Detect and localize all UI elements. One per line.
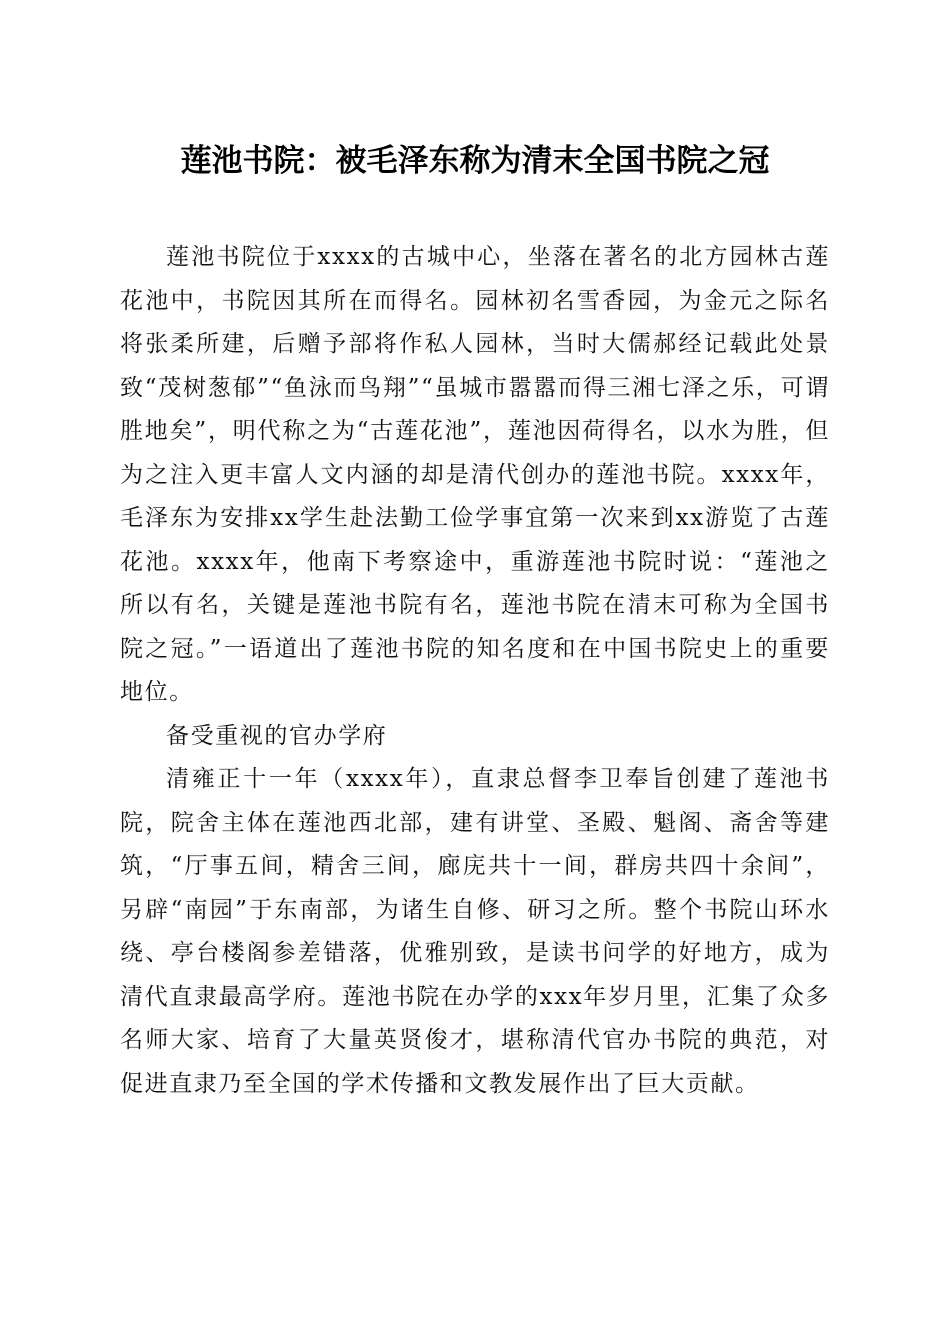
document-body — [120, 236, 830, 1106]
section-heading: 备受重视的官办学府 — [166, 722, 388, 749]
document-title: 莲池书院：被毛泽东称为清末全国书院之冠 — [180, 143, 770, 179]
section-paragraph: 清雍正十一年（xxxx年），直隶总督李卫奉旨创建了莲池书院，院舍主体在莲池西北部，建有讲堂、圣殿、魁阁、斋舍等建筑，“厅事五间，精舍三间，廊庑共十一间，群房共四十余间”，另辟“南园”于东南部，为诸生自修、研习之所。整个书院山环水绕、亭台楼阁参差错落，优雅别致，是读书问学的好地方，成为清代直隶最高学府。莲池书院在办学的xxx年岁月里，汇集了众多名师大家、培育了大量英贤俊才，堪称清代官办书院的典范，对促进直隶乃至全国的学术传播和文教发展作出了巨大贡献。 — [120, 766, 830, 1097]
intro-paragraph: 莲池书院位于xxxx的古城中心，坐落在著名的北方园林古莲花池中，书院因其所在而得名。园林初名雪香园，为金元之际名将张柔所建，后赠予部将作私人园林，当时大儒郝经记载此处景致“茂树葱郁”“鱼泳而鸟翔”“虽城市嚣嚣而得三湘七泽之乐，可谓胜地矣”，明代称之为“古莲花池”，莲池因荷得名，以水为胜，但为之注入更丰富人文内涵的却是清代创办的莲池书院。xxxx年，毛泽东为安排xx学生赴法勤工俭学事宜第一次来到xx游览了古莲花池。xxxx年，他南下考察途中，重游莲池书院时说：“莲池之所以有名，关键是莲池书院有名，莲池书院在清末可称为全国书院之冠。”一语道出了莲池书院的知名度和在中国书院史上的重要地位。 — [120, 244, 830, 705]
